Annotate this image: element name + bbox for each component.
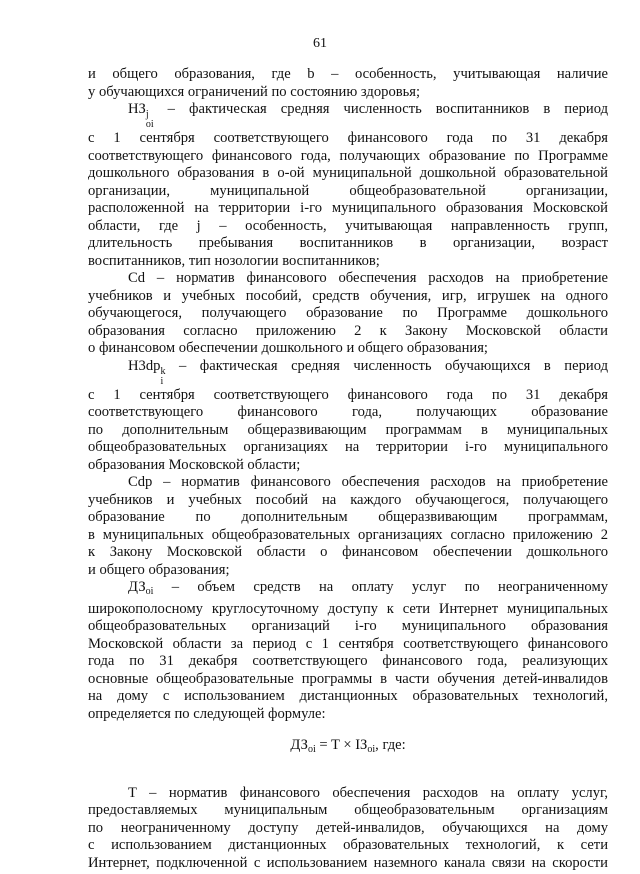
line-text: области, где j – особенность, учитывающая направленность групп, (88, 217, 608, 234)
line-text-rest: – фактическая средняя численность обучающихся в период (165, 357, 608, 374)
line-text: образование по дополнительным общеразвивающим программам, (88, 509, 608, 525)
line-text: общеобразовательных организаций i-го муниципального образования (88, 618, 608, 634)
line-text: с 1 сентября соответствующего финансового года по 31 декабря (88, 130, 608, 146)
text-line (88, 404, 608, 422)
text-line (88, 200, 608, 218)
formula-line (88, 723, 608, 785)
text-line (88, 358, 608, 387)
document-body (88, 66, 608, 872)
line-text: и общего образования, где b – особенность, учитывающая наличие (88, 66, 608, 82)
text-line (88, 855, 608, 873)
text-line (88, 671, 608, 689)
text-line (88, 527, 608, 545)
text-line (88, 340, 608, 358)
symbol-indices (146, 110, 154, 130)
text-line (88, 84, 608, 102)
text-line (88, 323, 608, 341)
line-text: с 1 сентября соответствующего финансового года по 31 декабря (88, 386, 608, 403)
line-text-rest: = T × IЗ (315, 737, 368, 753)
text-line (88, 636, 608, 654)
text-line (88, 305, 608, 323)
line-text: организации, муниципальной общеобразовательной организации, (88, 182, 608, 199)
line-text: Интернет, подключенной с использованием наземного канала связи на скорости (88, 854, 608, 871)
text-line (88, 653, 608, 671)
line-text: по дополнительным общеразвивающим программам в муниципальных (88, 421, 608, 438)
line-text: широкополосному круглосуточному доступу к сети Интернет муниципальных (88, 600, 608, 617)
text-line (88, 785, 608, 803)
line-text: образования Московской области; (88, 456, 301, 473)
text-line (88, 706, 608, 724)
text-line (88, 101, 608, 130)
line-text: в муниципальных общеобразовательных организациях согласно приложению 2 (88, 526, 608, 543)
text-line (88, 457, 608, 475)
text-line (88, 802, 608, 820)
text-line (88, 130, 608, 148)
text-line (88, 218, 608, 236)
page-number: 61 (313, 36, 327, 51)
subscript: i (160, 375, 164, 387)
line-text: соответствующего финансового года, получающих образование по Программе (88, 147, 608, 164)
line-text: ДЗ (290, 737, 308, 753)
subscript: oi (307, 744, 316, 755)
text-line (88, 820, 608, 838)
subscript: oi (145, 586, 154, 597)
line-text: определяется по следующей формуле: (88, 705, 326, 722)
line-text: Cd – норматив финансового обеспечения расходов на приобретение (128, 270, 608, 286)
line-text: общеобразовательных организациях на территории i-го муниципального (88, 439, 608, 455)
text-line (88, 253, 608, 271)
line-text: Cdp – норматив финансового обеспечения расходов на приобретение (128, 474, 608, 490)
subscript: oi (145, 119, 154, 130)
text-line (88, 688, 608, 706)
text-line (88, 148, 608, 166)
text-line (88, 562, 608, 580)
line-text: учебников и учебных пособий, средств обучения, игр, игрушек на одного (88, 287, 608, 304)
line-text-rest: – объем средств на оплату услуг по неограниченному (153, 579, 608, 595)
line-text: о финансовом обеспечении дошкольного и общего образования; (88, 340, 488, 356)
text-line (88, 387, 608, 405)
superscript: k (160, 365, 166, 377)
line-text: и общего образования; (88, 561, 230, 578)
text-line (88, 439, 608, 457)
line-text: основные общеобразовательные программы в части обучения детей-инвалидов (88, 670, 608, 687)
line-text: Н3dp (128, 357, 161, 374)
text-line (88, 492, 608, 510)
text-line (88, 601, 608, 619)
line-text: длительность пребывания воспитанников в организации, возраст (88, 235, 608, 251)
text-line (88, 66, 608, 84)
line-text: по неограниченному доступу детей-инвалидов, обучающихся на дому (88, 819, 608, 836)
superscript: j (145, 109, 149, 120)
text-line (88, 183, 608, 201)
text-line (88, 618, 608, 636)
text-line (88, 422, 608, 440)
line-text: обучающегося, получающего образование по Программе дошкольного (88, 305, 608, 321)
line-text: года по 31 декабря соответствующего финансового года, реализующих (88, 653, 608, 669)
text-line (88, 544, 608, 562)
line-text: T – норматив финансового обеспечения расходов на оплату услуг, (128, 784, 608, 801)
subscript: oi (367, 744, 376, 755)
line-text: дошкольного образования в о-ой муниципальной дошкольной образовательной (88, 165, 608, 181)
line-text: к Закону Московской области о финансовом обеспечении дошкольного (88, 544, 608, 560)
text-line (88, 235, 608, 253)
line-text: расположенной на территории i-го муниципального образования Московской (88, 200, 608, 216)
line-text: Московской области за период с 1 сентября соответствующего финансового (88, 635, 608, 652)
line-text-rest: – фактическая средняя численность воспитанников в период (153, 101, 608, 117)
line-text: предоставляемых муниципальным общеобразовательным организациям (88, 802, 608, 818)
text-line (88, 579, 608, 601)
line-text: учебников и учебных пособий на каждого обучающегося, получающего (88, 491, 608, 508)
text-line (88, 837, 608, 855)
line-text: у обучающихся ограничений по состоянию здоровья; (88, 83, 421, 100)
line-text-rest: , где: (375, 737, 406, 753)
text-line (88, 474, 608, 492)
line-text: ДЗ (128, 579, 146, 595)
text-line (88, 165, 608, 183)
line-text: воспитанников, тип нозологии воспитанников; (88, 252, 380, 269)
text-line (88, 288, 608, 306)
line-text: соответствующего финансового года, получающих образование (88, 404, 608, 420)
line-text: на дому с использованием дистанционных образовательных технологий, (88, 688, 608, 704)
text-line (88, 509, 608, 527)
line-text: НЗ (128, 101, 146, 117)
line-text: с использованием дистанционных образовательных технологий, к сети (88, 837, 608, 853)
text-line (88, 270, 608, 288)
line-text: образования согласно приложению 2 к Закону Московской области (88, 322, 608, 339)
